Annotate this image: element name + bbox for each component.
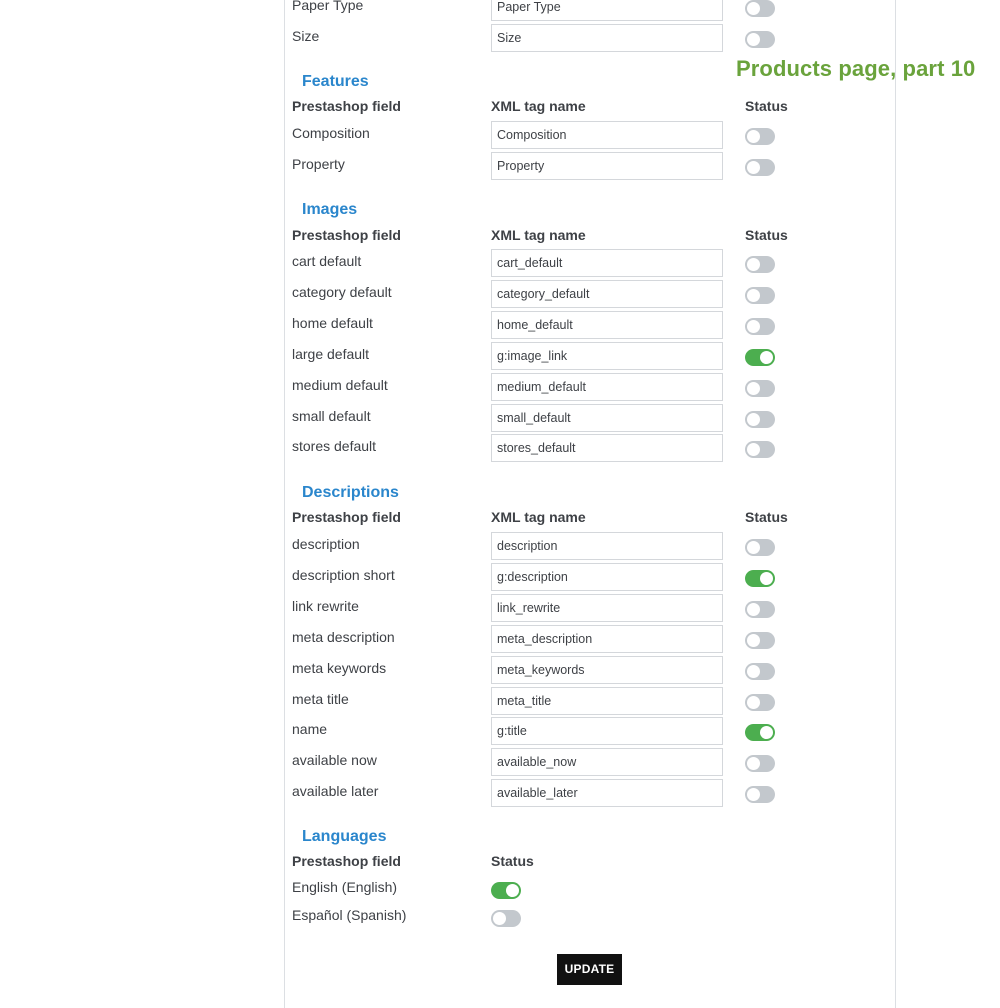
status-toggle-category-default[interactable] (745, 287, 775, 304)
status-toggle-home-default[interactable] (745, 318, 775, 335)
toggle-knob (493, 912, 506, 925)
status-toggle-medium-default[interactable] (745, 380, 775, 397)
toggle-knob (747, 289, 760, 302)
field-label: name (292, 721, 328, 738)
status-toggle-meta-title[interactable] (745, 694, 775, 711)
field-label: English (English) (292, 879, 398, 895)
column-header-prestashop-field: Prestashop field (292, 853, 401, 869)
section-title-features: Features (302, 73, 369, 90)
field-label: meta description (292, 628, 395, 645)
section-title-images: Images (302, 201, 358, 218)
xml-tag-input-large-default[interactable]: g:image_link (491, 342, 723, 370)
toggle-knob (747, 757, 760, 770)
toggle-knob (747, 413, 760, 426)
field-label: medium default (292, 376, 388, 393)
xml-tag-input-small-default[interactable]: small_default (491, 404, 723, 432)
field-label: Property (292, 156, 345, 172)
xml-tag-input-meta-title[interactable]: meta_title (491, 687, 723, 715)
status-toggle-paper-type[interactable] (745, 0, 775, 17)
status-toggle-available-later[interactable] (745, 786, 775, 803)
status-toggle-cart-default[interactable] (745, 256, 775, 273)
xml-tag-input-cart-default[interactable]: cart_default (491, 249, 723, 277)
toggle-knob (760, 726, 773, 739)
toggle-knob (747, 696, 760, 709)
column-header-prestashop-field: Prestashop field (292, 98, 401, 114)
toggle-knob (747, 541, 760, 554)
field-label: meta keywords (292, 659, 387, 676)
status-toggle-meta-description[interactable] (745, 632, 775, 649)
status-toggle-espa-ol-spanish[interactable] (491, 910, 521, 927)
status-toggle-description-short[interactable] (745, 570, 775, 587)
toggle-knob (747, 443, 760, 456)
xml-tag-input-stores-default[interactable]: stores_default (491, 434, 723, 462)
field-label: category default (292, 283, 392, 300)
field-label: meta title (292, 690, 349, 707)
xml-tag-input-home-default[interactable]: home_default (491, 311, 723, 339)
toggle-knob (747, 258, 760, 271)
xml-tag-input-meta-description[interactable]: meta_description (491, 625, 723, 653)
update-button[interactable]: UPDATE (557, 954, 622, 985)
xml-tag-input-meta-keywords[interactable]: meta_keywords (491, 656, 723, 684)
section-title-languages: Languages (302, 828, 387, 845)
status-toggle-english-english[interactable] (491, 882, 521, 899)
xml-tag-input-available-now[interactable]: available_now (491, 748, 723, 776)
status-toggle-large-default[interactable] (745, 349, 775, 366)
field-label: description (292, 536, 360, 552)
toggle-knob (747, 130, 760, 143)
status-toggle-meta-keywords[interactable] (745, 663, 775, 680)
xml-tag-input-paper-type[interactable]: Paper Type (491, 0, 723, 21)
toggle-knob (506, 884, 519, 897)
toggle-knob (747, 382, 760, 395)
toggle-knob (747, 161, 760, 174)
status-toggle-link-rewrite[interactable] (745, 601, 775, 618)
field-label: small default (292, 407, 371, 424)
toggle-knob (760, 351, 773, 364)
xml-tag-input-property[interactable]: Property (491, 152, 723, 180)
xml-tag-input-category-default[interactable]: category_default (491, 280, 723, 308)
status-toggle-small-default[interactable] (745, 411, 775, 428)
toggle-knob (747, 603, 760, 616)
column-header-status: Status (745, 509, 788, 525)
field-label: link rewrite (292, 597, 359, 614)
status-toggle-property[interactable] (745, 159, 775, 176)
status-toggle-available-now[interactable] (745, 755, 775, 772)
column-header-prestashop-field: Prestashop field (292, 227, 401, 243)
column-header-xml-tag-name: XML tag name (491, 98, 586, 114)
toggle-knob (747, 665, 760, 678)
column-header-xml-tag-name: XML tag name (491, 509, 586, 525)
column-header-xml-tag-name: XML tag name (491, 227, 586, 243)
xml-tag-input-description[interactable]: description (491, 532, 723, 560)
toggle-knob (747, 33, 760, 46)
status-toggle-size[interactable] (745, 31, 775, 48)
page-caption: Products page, part 10 (736, 56, 976, 81)
field-label: large default (292, 345, 370, 362)
xml-tag-input-link-rewrite[interactable]: link_rewrite (491, 594, 723, 622)
field-label: Español (Spanish) (292, 907, 407, 923)
status-toggle-description[interactable] (745, 539, 775, 556)
xml-tag-input-available-later[interactable]: available_later (491, 779, 723, 807)
toggle-knob (747, 634, 760, 647)
field-label: cart default (292, 253, 362, 269)
toggle-knob (747, 320, 760, 333)
xml-tag-input-composition[interactable]: Composition (491, 121, 723, 149)
field-label: description short (292, 566, 395, 583)
xml-tag-input-size[interactable]: Size (491, 24, 723, 52)
section-title-descriptions: Descriptions (302, 484, 399, 501)
column-header-status: Status (745, 98, 788, 114)
toggle-knob (747, 788, 760, 801)
status-toggle-stores-default[interactable] (745, 441, 775, 458)
xml-tag-input-name[interactable]: g:title (491, 717, 723, 745)
field-label: home default (292, 314, 373, 331)
field-label: Size (292, 28, 320, 44)
status-toggle-composition[interactable] (745, 128, 775, 145)
xml-tag-input-description-short[interactable]: g:description (491, 563, 723, 591)
field-label: available now (292, 752, 377, 769)
xml-tag-input-medium-default[interactable]: medium_default (491, 373, 723, 401)
status-toggle-name[interactable] (745, 724, 775, 741)
field-label: stores default (292, 438, 377, 455)
column-header-prestashop-field: Prestashop field (292, 509, 401, 525)
field-label: available later (292, 783, 379, 800)
toggle-knob (747, 2, 760, 15)
field-label: Paper Type (292, 0, 364, 13)
column-header-status: Status (491, 853, 534, 869)
toggle-knob (760, 572, 773, 585)
column-header-status: Status (745, 227, 788, 243)
field-label: Composition (292, 125, 370, 141)
